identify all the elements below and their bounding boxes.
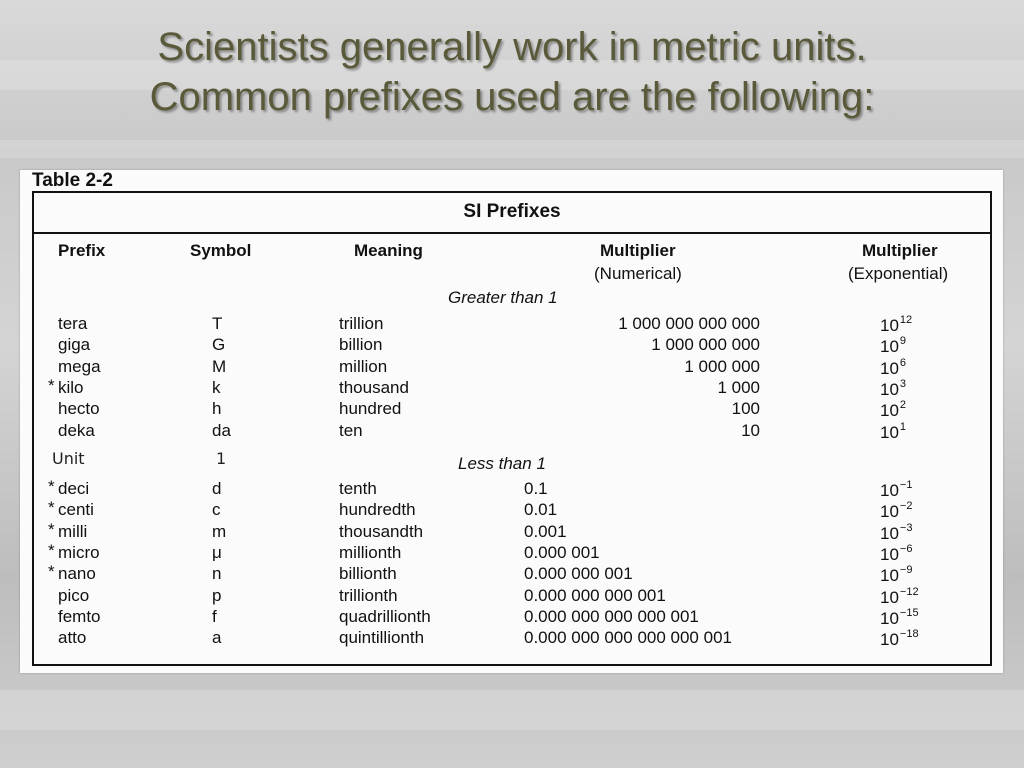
table-row <box>34 421 990 442</box>
cell-meaning: million <box>339 356 388 376</box>
cell-prefix: hecto <box>58 399 100 419</box>
cell-symbol: M <box>212 356 227 376</box>
cell-multiplier-exponential: $10^9$ <box>880 335 907 357</box>
table-row <box>34 375 990 399</box>
common-prefix-asterisk: * <box>48 562 55 582</box>
cell-meaning: ten <box>339 420 363 440</box>
table-row <box>34 607 990 628</box>
caption-divider <box>34 232 990 234</box>
cell-multiplier-numerical: 10 <box>741 420 760 440</box>
header-multiplier-numerical: Multiplier <box>600 241 676 260</box>
table-row <box>34 500 990 521</box>
background-streak <box>0 140 1024 158</box>
header-multiplier-exponential: Multiplier <box>862 241 938 260</box>
cell-prefix: centi <box>58 500 94 520</box>
cell-prefix: micro <box>58 542 100 562</box>
header-multiplier-numerical-sub: (Numerical) <box>594 264 682 283</box>
table-row <box>34 586 990 607</box>
cell-multiplier-exponential: $10^{-15}$ <box>880 606 919 628</box>
cell-meaning: billionth <box>339 564 397 584</box>
cell-multiplier-numerical: 0.000 001 <box>524 542 600 562</box>
cell-symbol: G <box>212 335 226 355</box>
cell-multiplier-numerical: 0.000 000 000 001 <box>524 585 666 605</box>
background-streak <box>0 690 1024 730</box>
cell-meaning: quadrillionth <box>339 606 431 626</box>
cell-meaning: millionth <box>339 542 402 562</box>
cell-prefix: pico <box>58 585 90 605</box>
cell-multiplier-exponential: $10^6$ <box>880 356 907 378</box>
cell-multiplier-numerical: 0.000 000 000 000 001 <box>524 606 699 626</box>
table-row <box>34 314 990 335</box>
cell-multiplier-numerical: 0.000 000 001 <box>524 564 633 584</box>
header-prefix: Prefix <box>58 241 106 260</box>
table-row <box>34 479 990 500</box>
slide-title <box>0 22 1024 122</box>
cell-multiplier-numerical: 1 000 000 000 <box>651 335 760 355</box>
cell-symbol: n <box>212 564 222 584</box>
table-row <box>34 399 990 420</box>
cell-meaning: trillion <box>339 314 384 333</box>
common-prefix-asterisk: * <box>48 519 55 539</box>
cell-symbol: p <box>212 585 222 605</box>
cell-meaning: hundred <box>339 399 402 419</box>
cell-meaning: tenth <box>339 479 377 498</box>
cell-multiplier-exponential: $10^3$ <box>880 377 907 399</box>
cell-meaning: thousand <box>339 377 409 397</box>
cell-multiplier-numerical: 1 000 000 000 000 <box>618 314 760 333</box>
cell-prefix: deci <box>58 479 90 498</box>
common-prefix-asterisk: * <box>48 477 55 496</box>
header-multiplier-exponential-sub: (Exponential) <box>848 264 949 283</box>
cell-symbol: k <box>212 377 221 397</box>
cell-prefix: mega <box>58 356 101 376</box>
common-prefix-asterisk: * <box>48 375 55 395</box>
cell-prefix: nano <box>58 564 96 584</box>
cell-symbol: h <box>212 399 222 419</box>
si-prefix-table-image <box>20 170 1003 673</box>
common-prefix-asterisk: * <box>48 498 55 518</box>
cell-meaning: trillionth <box>339 585 398 605</box>
cell-multiplier-numerical: 1 000 <box>717 377 760 397</box>
table-frame <box>32 191 992 666</box>
cell-multiplier-numerical: 100 <box>731 399 760 419</box>
cell-multiplier-numerical: 0.01 <box>524 500 558 520</box>
cell-multiplier-exponential: $10^{-2}$ <box>880 500 913 522</box>
cell-symbol: da <box>212 420 231 440</box>
cell-multiplier-numerical: 1 000 000 <box>684 356 760 376</box>
cell-multiplier-exponential: $10^{-12}$ <box>880 585 919 607</box>
cell-prefix: deka <box>58 420 95 440</box>
cell-multiplier-exponential: $10^{-6}$ <box>880 542 913 564</box>
table-row <box>34 335 990 356</box>
cell-prefix: femto <box>58 606 101 626</box>
header-symbol: Symbol <box>190 241 252 260</box>
group-greater-than-1: Greater than 1 <box>448 288 558 307</box>
slide-title-line-1: Scientists generally work in metric units. <box>157 25 867 69</box>
cell-prefix: kilo <box>58 377 84 397</box>
unit-prefix: Unit <box>52 449 85 468</box>
table-caption: SI Prefixes <box>463 201 561 222</box>
cell-multiplier-exponential: $10^1$ <box>880 420 907 442</box>
cell-prefix: giga <box>58 335 91 355</box>
cell-symbol: c <box>212 500 221 520</box>
cell-multiplier-numerical: 0.1 <box>524 479 548 498</box>
table-label: Table 2-2 <box>32 170 113 191</box>
cell-symbol: f <box>212 606 217 626</box>
cell-multiplier-exponential: $10^{-1}$ <box>880 479 913 500</box>
cell-multiplier-exponential: $10^{-18}$ <box>880 628 919 650</box>
cell-multiplier-numerical: 0.001 <box>524 521 567 541</box>
table-row <box>34 628 990 649</box>
cell-meaning: billion <box>339 335 383 355</box>
cell-prefix: milli <box>58 521 88 541</box>
common-prefix-asterisk: * <box>48 540 55 560</box>
cell-multiplier-exponential: $10^2$ <box>880 399 907 421</box>
cell-symbol: d <box>212 479 222 498</box>
cell-multiplier-exponential: $10^{-3}$ <box>880 521 913 543</box>
table-row <box>34 564 990 585</box>
cell-multiplier-exponential: $10^{12}$ <box>880 314 913 335</box>
cell-symbol: T <box>212 314 223 333</box>
cell-meaning: hundredth <box>339 500 416 520</box>
cell-symbol: a <box>212 628 222 648</box>
cell-multiplier-numerical: 0.000 000 000 000 000 001 <box>524 628 732 648</box>
cell-symbol: μ <box>212 542 222 562</box>
table-row <box>34 540 990 564</box>
table-row <box>34 519 990 543</box>
header-meaning: Meaning <box>354 241 423 260</box>
slide-title-line-2: Common prefixes used are the following: <box>149 75 875 119</box>
cell-multiplier-exponential: $10^{-9}$ <box>880 564 913 586</box>
group-less-than-1: Less than 1 <box>458 454 546 473</box>
cell-symbol: m <box>212 521 227 541</box>
unit-symbol: 1 <box>216 449 227 468</box>
cell-meaning: thousandth <box>339 521 424 541</box>
cell-meaning: quintillionth <box>339 628 425 648</box>
cell-prefix: tera <box>58 314 88 333</box>
cell-prefix: atto <box>58 628 87 648</box>
table-row <box>34 357 990 378</box>
